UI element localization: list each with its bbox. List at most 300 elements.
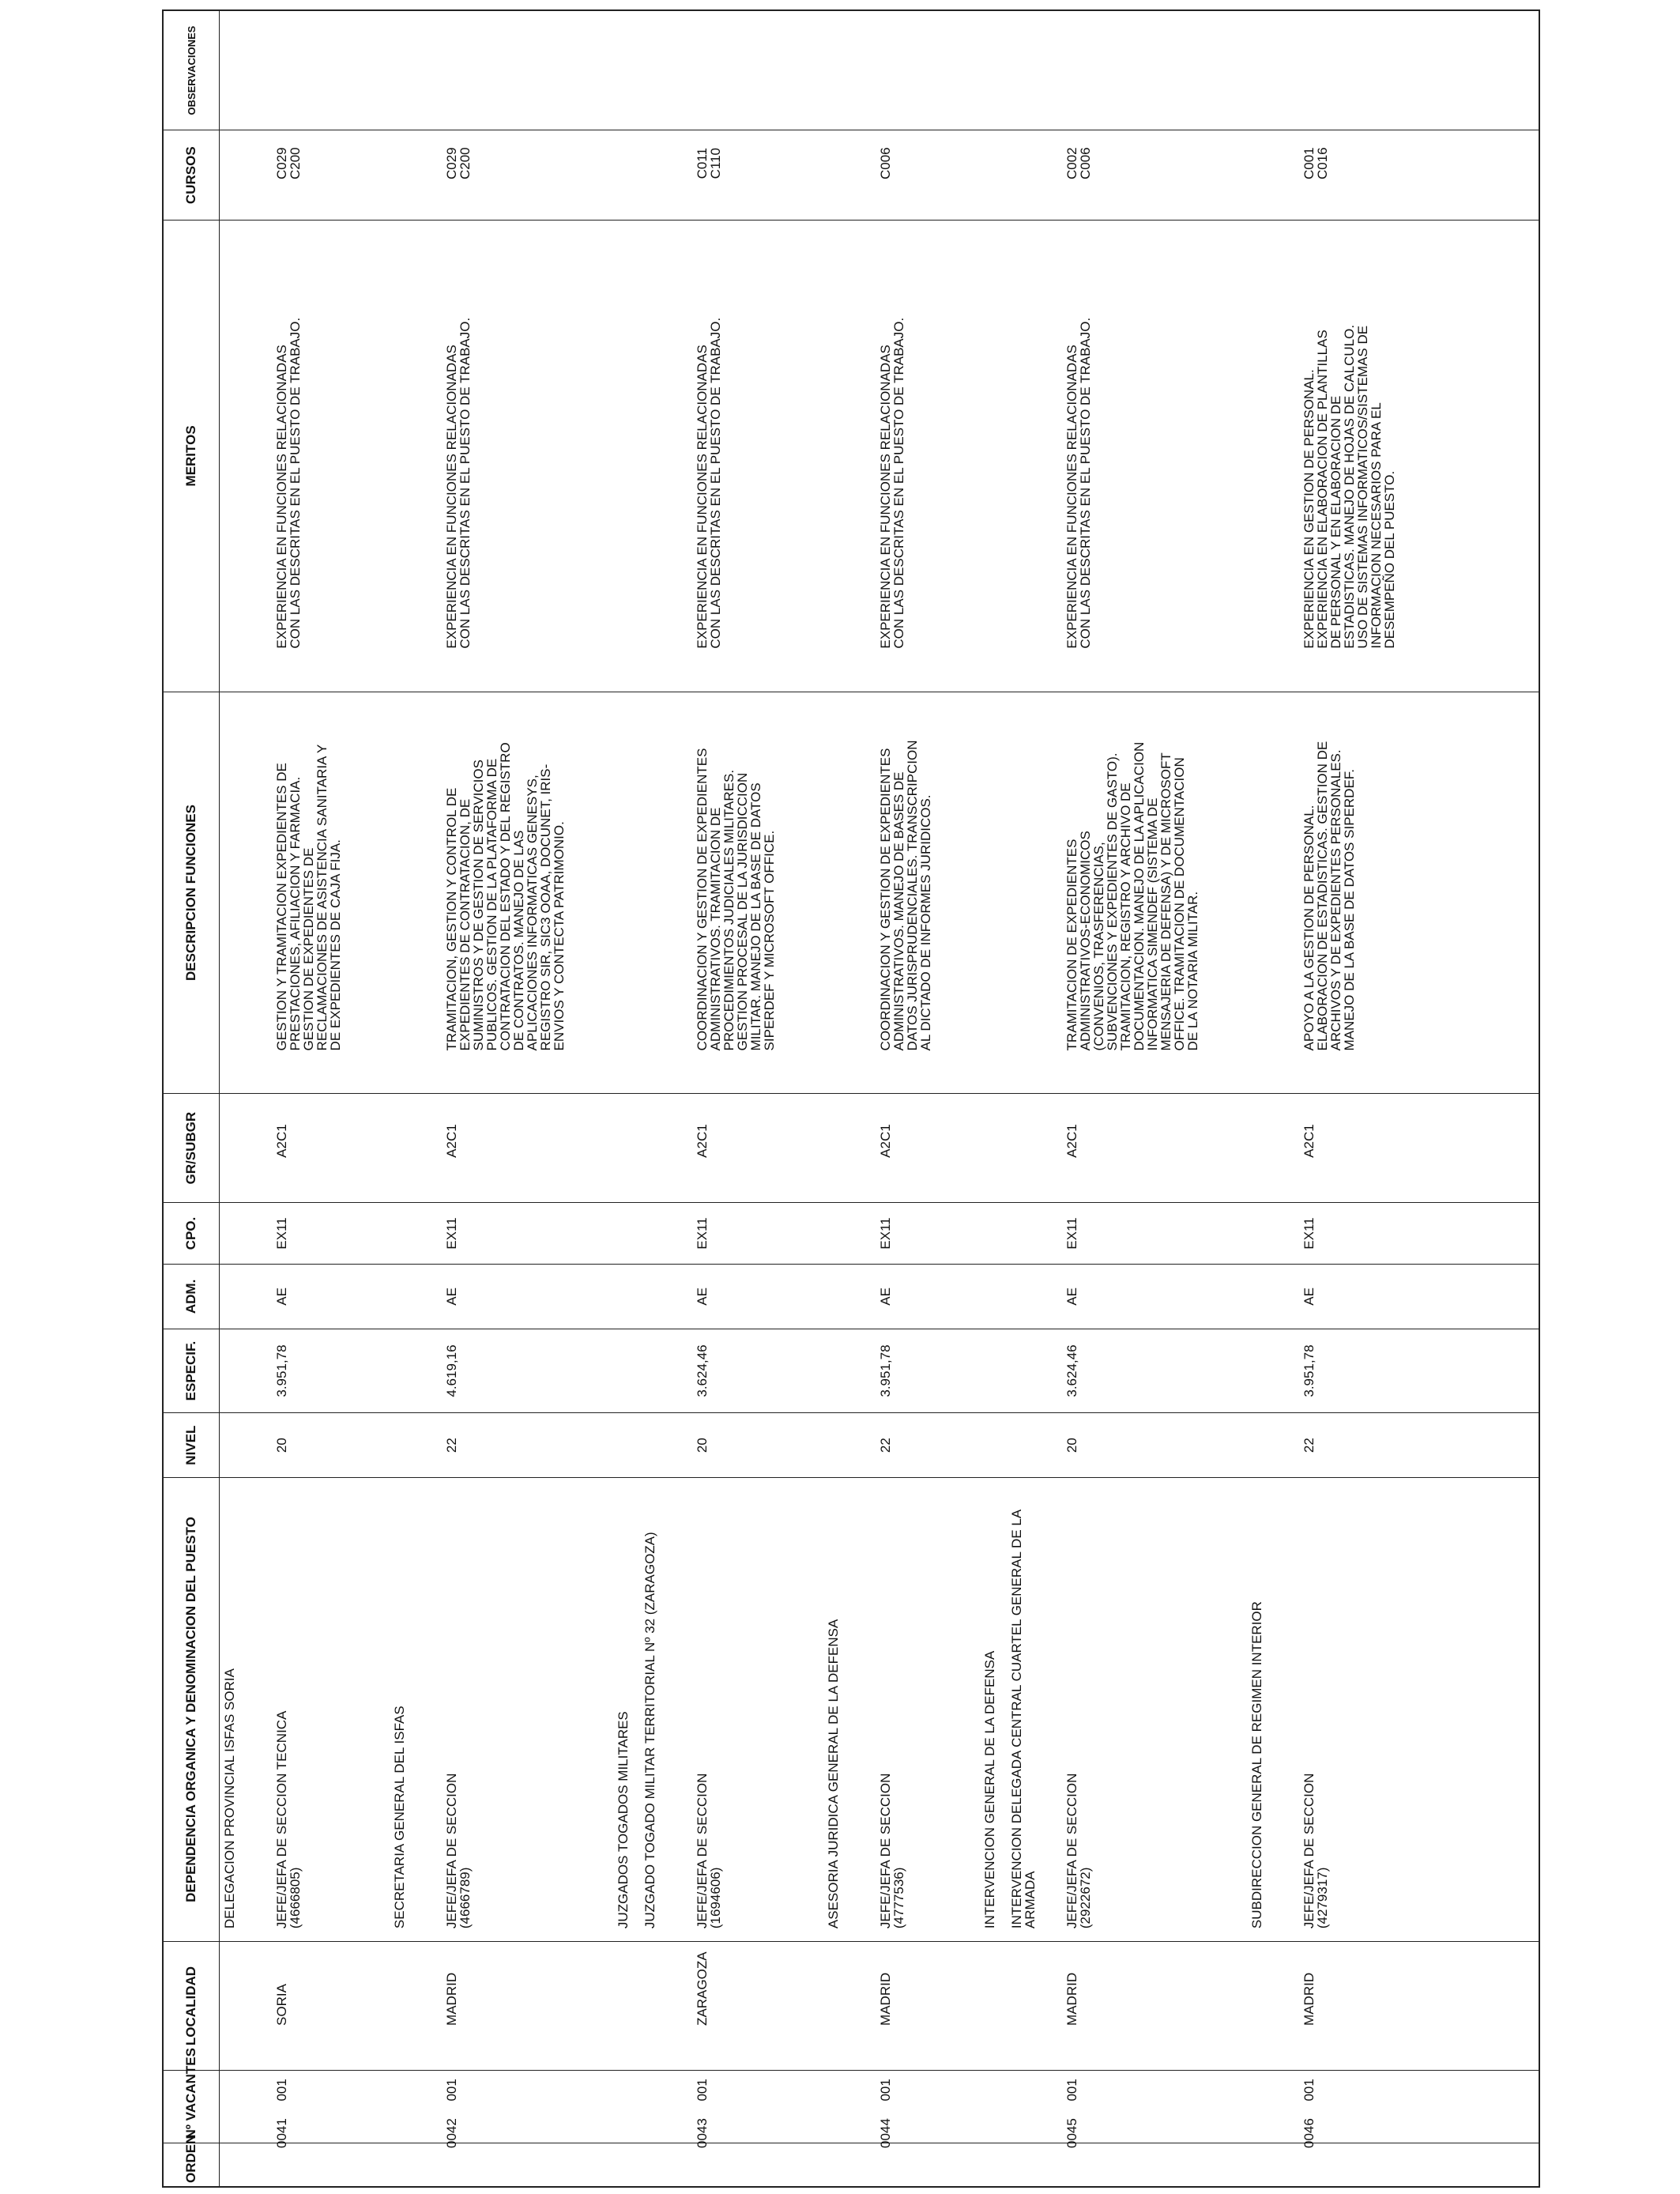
- empty-cell: [220, 1094, 247, 1202]
- localidad-cell: MADRID: [864, 1942, 980, 2071]
- curso-code: C011: [695, 148, 710, 179]
- empty-cell: [1037, 221, 1051, 692]
- empty-cell: [667, 2143, 681, 2187]
- header-observaciones: OBSERVACIONES: [163, 10, 220, 130]
- empty-cell: [247, 1329, 261, 1413]
- dependency-row: [823, 10, 850, 2187]
- empty-cell: [850, 130, 864, 221]
- empty-cell: [1444, 221, 1539, 692]
- empty-cell: [823, 221, 850, 692]
- empty-cell: [1037, 130, 1051, 221]
- empty-cell: [1247, 10, 1274, 130]
- empty-cell: [1444, 2070, 1539, 2143]
- nivel-cell: 22: [431, 1413, 613, 1477]
- header-row: [163, 10, 220, 2187]
- puesto-cell: [1288, 1477, 1444, 1941]
- empty-cell: [980, 1265, 1007, 1329]
- empty-cell: [1007, 1094, 1037, 1202]
- descripcion-cell: COORDINACION Y GESTION DE EXPEDIENTES ADMINISTRATIVOS. TRAMITACION DE PROCEDIMIENTOS JUDICIALES MILITARES. GESTION PROCESAL DE LA JURISDICCION MILITAR. MANEJO DE LA BASE DE DATOS SIPERDEF Y MICROSOFT OFFICE.: [681, 692, 823, 1094]
- spacer-row: [667, 10, 681, 2187]
- empty-cell: [1007, 10, 1037, 130]
- puesto-code: (1694606): [708, 1867, 723, 1929]
- empty-cell: [640, 1413, 667, 1477]
- meritos-cell: EXPERIENCIA EN FUNCIONES RELACIONADAS CON LAS DESCRITAS EN EL PUESTO DE TRABAJO.: [431, 221, 613, 692]
- empty-cell: [1037, 1413, 1051, 1477]
- puesto-cell: [261, 1477, 390, 1941]
- localidad-cell: SORIA: [261, 1942, 390, 2071]
- table-row: [1051, 10, 1247, 2187]
- empty-cell: [247, 1265, 261, 1329]
- empty-cell: [416, 1094, 431, 1202]
- empty-cell: [247, 1413, 261, 1477]
- localidad-cell: MADRID: [431, 1942, 613, 2071]
- empty-cell: [667, 2070, 681, 2143]
- empty-cell: [980, 692, 1007, 1094]
- empty-cell: [220, 130, 247, 221]
- empty-cell: [850, 10, 864, 130]
- empty-cell: [1274, 221, 1288, 692]
- empty-cell: [640, 2070, 667, 2143]
- observaciones-cell: [864, 10, 980, 130]
- empty-cell: [823, 1265, 850, 1329]
- cursos-cell: [431, 130, 613, 221]
- grsubgr-cell: A2C1: [431, 1094, 613, 1202]
- observaciones-cell: [261, 10, 390, 130]
- dependency-label: ASESORIA JURIDICA GENERAL DE LA DEFENSA: [823, 1477, 850, 1941]
- header-grsubgr: GR/SUBGR: [163, 1094, 220, 1202]
- empty-cell: [1274, 1265, 1288, 1329]
- adm-cell: AE: [261, 1265, 390, 1329]
- empty-cell: [1007, 1942, 1037, 2071]
- empty-cell: [1274, 1413, 1288, 1477]
- localidad-cell: MADRID: [1051, 1942, 1247, 2071]
- empty-cell: [1444, 1094, 1539, 1202]
- empty-cell: [613, 1413, 640, 1477]
- empty-cell: [1037, 1094, 1051, 1202]
- empty-cell: [390, 1413, 416, 1477]
- puesto-title: JEFE/JEFA DE SECCION: [1301, 1773, 1317, 1929]
- empty-cell: [416, 1942, 431, 2071]
- empty-cell: [823, 1329, 850, 1413]
- adm-cell: AE: [864, 1265, 980, 1329]
- cursos-cell: [261, 130, 390, 221]
- empty-cell: [980, 1413, 1007, 1477]
- table-row: [261, 10, 390, 2187]
- header-cursos: CURSOS: [163, 130, 220, 221]
- empty-cell: [390, 1265, 416, 1329]
- empty-cell: [850, 2070, 864, 2143]
- curso-code: C001: [1301, 147, 1317, 180]
- empty-cell: [613, 1094, 640, 1202]
- curso-code: C110: [708, 148, 723, 179]
- empty-cell: [1444, 692, 1539, 1094]
- vacantes-cell: 001: [1051, 2070, 1247, 2143]
- adm-cell: AE: [1051, 1265, 1247, 1329]
- table-body: [220, 10, 1540, 2187]
- empty-cell: [247, 10, 261, 130]
- empty-cell: [1007, 2143, 1037, 2187]
- vacantes-cell: 001: [1288, 2070, 1444, 2143]
- empty-cell: [823, 1942, 850, 2071]
- empty-cell: [613, 221, 640, 692]
- header-orden: ORDEN: [163, 2143, 220, 2187]
- curso-code: C029: [274, 147, 289, 180]
- dependency-label: SUBDIRECCION GENERAL DE REGIMEN INTERIOR: [1247, 1477, 1274, 1941]
- empty-cell: [1247, 2070, 1274, 2143]
- meritos-cell: EXPERIENCIA EN FUNCIONES RELACIONADAS CON LAS DESCRITAS EN EL PUESTO DE TRABAJO.: [681, 221, 823, 692]
- localidad-cell: ZARAGOZA: [681, 1942, 823, 2071]
- empty-cell: [613, 2143, 640, 2187]
- header-descripcion: DESCRIPCION FUNCIONES: [163, 692, 220, 1094]
- empty-cell: [390, 1942, 416, 2071]
- vacantes-cell: 001: [681, 2070, 823, 2143]
- empty-cell: [416, 130, 431, 221]
- empty-cell: [823, 2070, 850, 2143]
- empty-cell: [640, 1094, 667, 1202]
- empty-cell: [667, 1942, 681, 2071]
- empty-cell: [1274, 1094, 1288, 1202]
- empty-cell: [980, 1202, 1007, 1264]
- grsubgr-cell: A2C1: [261, 1094, 390, 1202]
- curso-code: C006: [878, 147, 893, 180]
- cursos-cell: [864, 130, 980, 221]
- dependency-row: [640, 10, 667, 2187]
- empty-cell: [390, 221, 416, 692]
- header-localidad: LOCALIDAD: [163, 1942, 220, 2071]
- empty-cell: [980, 1094, 1007, 1202]
- empty-cell: [667, 1477, 681, 1941]
- empty-cell: [1037, 1202, 1051, 1264]
- nivel-cell: 22: [1288, 1413, 1444, 1477]
- header-especif: ESPECIF.: [163, 1329, 220, 1413]
- empty-cell: [1444, 130, 1539, 221]
- empty-cell: [390, 1202, 416, 1264]
- empty-cell: [1037, 2070, 1051, 2143]
- header-nivel: NIVEL: [163, 1413, 220, 1477]
- empty-cell: [640, 221, 667, 692]
- empty-cell: [823, 130, 850, 221]
- empty-cell: [247, 130, 261, 221]
- dependency-label: INTERVENCION GENERAL DE LA DEFENSA: [980, 1477, 1007, 1941]
- empty-cell: [1444, 1413, 1539, 1477]
- empty-cell: [1037, 692, 1051, 1094]
- empty-cell: [220, 1413, 247, 1477]
- dependency-label: JUZGADO TOGADO MILITAR TERRITORIAL Nº 32 (ZARAGOZA): [640, 1477, 667, 1941]
- empty-cell: [416, 1265, 431, 1329]
- vacantes-cell: 001: [864, 2070, 980, 2143]
- spacer-row: [850, 10, 864, 2187]
- observaciones-cell: [681, 10, 823, 130]
- empty-cell: [667, 692, 681, 1094]
- header-cpo: CPO.: [163, 1202, 220, 1264]
- dependency-row: [390, 10, 416, 2187]
- observaciones-cell: [431, 10, 613, 130]
- empty-cell: [1274, 1329, 1288, 1413]
- empty-cell: [390, 10, 416, 130]
- descripcion-cell: TRAMITACION, GESTION Y CONTROL DE EXPEDIENTES DE CONTRATACION, DE SUMINISTROS Y DE GESTION DE SERVICIOS PUBLICOS. GESTION DE LA PLATAFORMA DE CONTRATACION DEL ESTADO Y DEL REGISTRO DE CONTRATOS. MANEJO DE LAS APLICACIONES INFORMATICAS GENESYS, REGISTRO SIR, SIC3 OOAA, DOCUNET, IRIS-ENVIOS Y CONTECTA PATRIMONIO.: [431, 692, 613, 1094]
- cpo-cell: EX11: [1288, 1202, 1444, 1264]
- empty-cell: [640, 1265, 667, 1329]
- vacantes-cell: 001: [431, 2070, 613, 2143]
- cpo-cell: EX11: [431, 1202, 613, 1264]
- orden-cell: 0042: [431, 2143, 613, 2187]
- empty-cell: [416, 1477, 431, 1941]
- table-row: [864, 10, 980, 2187]
- empty-cell: [667, 221, 681, 692]
- cpo-cell: EX11: [261, 1202, 390, 1264]
- empty-cell: [1247, 1202, 1274, 1264]
- descripcion-cell: GESTION Y TRAMITACION EXPEDIENTES DE PRESTACIONES, AFILIACION Y FARMACIA. GESTION DE EXPEDIENTES DE RECLAMACIONES DE ASISTENCIA SANITARIA Y DE EXPEDIENTES DE CAJA FIJA.: [261, 692, 390, 1094]
- empty-cell: [416, 1413, 431, 1477]
- empty-cell: [1444, 1265, 1539, 1329]
- empty-cell: [1274, 130, 1288, 221]
- adm-cell: AE: [681, 1265, 823, 1329]
- empty-cell: [667, 1094, 681, 1202]
- empty-cell: [1274, 2143, 1288, 2187]
- empty-cell: [850, 1942, 864, 2071]
- empty-cell: [640, 130, 667, 221]
- empty-cell: [390, 692, 416, 1094]
- puesto-cell: [431, 1477, 613, 1941]
- curso-code: C016: [1315, 147, 1330, 180]
- empty-cell: [980, 1942, 1007, 2071]
- empty-cell: [1007, 221, 1037, 692]
- empty-cell: [1247, 221, 1274, 692]
- orden-cell: 0044: [864, 2143, 980, 2187]
- empty-cell: [247, 1477, 261, 1941]
- table-row: [681, 10, 823, 2187]
- empty-cell: [980, 221, 1007, 692]
- empty-cell: [640, 1329, 667, 1413]
- dependency-label: DELEGACION PROVINCIAL ISFAS SORIA: [220, 1477, 247, 1941]
- empty-cell: [1247, 1942, 1274, 2071]
- table-row: [1288, 10, 1444, 2187]
- orden-cell: 0043: [681, 2143, 823, 2187]
- spacer-row: [247, 10, 261, 2187]
- empty-cell: [1037, 2143, 1051, 2187]
- cursos-cell: [1288, 130, 1444, 221]
- empty-cell: [640, 1942, 667, 2071]
- empty-cell: [416, 2143, 431, 2187]
- filler-row: [1444, 10, 1539, 2187]
- curso-code: C002: [1064, 147, 1079, 180]
- empty-cell: [416, 10, 431, 130]
- empty-cell: [1444, 1202, 1539, 1264]
- empty-cell: [220, 2070, 247, 2143]
- empty-cell: [1274, 692, 1288, 1094]
- empty-cell: [850, 1413, 864, 1477]
- empty-cell: [823, 1202, 850, 1264]
- nivel-cell: 20: [681, 1413, 823, 1477]
- puesto-code: (4666789): [458, 1867, 473, 1929]
- orden-cell: 0045: [1051, 2143, 1247, 2187]
- meritos-cell: EXPERIENCIA EN FUNCIONES RELACIONADAS CON LAS DESCRITAS EN EL PUESTO DE TRABAJO.: [864, 221, 980, 692]
- puesto-cell: [1051, 1477, 1247, 1941]
- empty-cell: [1274, 2070, 1288, 2143]
- empty-cell: [1007, 692, 1037, 1094]
- empty-cell: [850, 1329, 864, 1413]
- empty-cell: [1007, 1329, 1037, 1413]
- empty-cell: [416, 692, 431, 1094]
- empty-cell: [1247, 130, 1274, 221]
- curso-code: C029: [444, 147, 459, 180]
- empty-cell: [613, 1329, 640, 1413]
- empty-cell: [247, 2070, 261, 2143]
- dependency-row: [1247, 10, 1274, 2187]
- cursos-cell: [1051, 130, 1247, 221]
- empty-cell: [1247, 1265, 1274, 1329]
- spacer-row: [1274, 10, 1288, 2187]
- empty-cell: [1007, 1413, 1037, 1477]
- nivel-cell: 22: [864, 1413, 980, 1477]
- empty-cell: [640, 2143, 667, 2187]
- empty-cell: [980, 1329, 1007, 1413]
- descripcion-cell: TRAMITACION DE EXPEDIENTES ADMINISTRATIVOS-ECONOMICOS (CONVENIOS, TRASFERENCIAS, SUBVENCIONES Y EXPEDIENTES DE GASTO). TRAMITACION, REGISTRO Y ARCHIVO DE DOCUMENTACION. MANEJO DE LA APLICACION INFORMATICA SIMENDEF (SISTEMA DE MENSAJERIA DE DEFENSA) Y DE MICROSOFT OFFICE. TRAMITACION DE DOCUMENTACION DE LA NOTARIA MILITAR.: [1051, 692, 1247, 1094]
- empty-cell: [390, 130, 416, 221]
- cpo-cell: EX11: [864, 1202, 980, 1264]
- meritos-cell: EXPERIENCIA EN FUNCIONES RELACIONADAS CON LAS DESCRITAS EN EL PUESTO DE TRABAJO.: [261, 221, 390, 692]
- empty-cell: [640, 1202, 667, 1264]
- empty-cell: [850, 1265, 864, 1329]
- empty-cell: [1037, 1329, 1051, 1413]
- puesto-code: (4666805): [288, 1867, 303, 1929]
- dependency-row: [980, 10, 1007, 2187]
- empty-cell: [220, 1265, 247, 1329]
- puesto-title: JEFE/JEFA DE SECCION: [444, 1773, 459, 1929]
- empty-cell: [1007, 1265, 1037, 1329]
- empty-cell: [1274, 1477, 1288, 1941]
- puesto-cell: [681, 1477, 823, 1941]
- empty-cell: [1247, 1329, 1274, 1413]
- empty-cell: [1247, 1094, 1274, 1202]
- curso-code: C200: [288, 147, 303, 180]
- dependency-row: [1007, 10, 1037, 2187]
- empty-cell: [247, 1094, 261, 1202]
- empty-cell: [613, 692, 640, 1094]
- orden-cell: 0046: [1288, 2143, 1444, 2187]
- vacancy-table: [162, 9, 1540, 2188]
- empty-cell: [1037, 1942, 1051, 2071]
- especif-cell: 3.624,46: [681, 1329, 823, 1413]
- empty-cell: [1247, 692, 1274, 1094]
- empty-cell: [613, 10, 640, 130]
- empty-cell: [1444, 1942, 1539, 2071]
- grsubgr-cell: A2C1: [864, 1094, 980, 1202]
- empty-cell: [416, 1329, 431, 1413]
- empty-cell: [247, 1202, 261, 1264]
- grsubgr-cell: A2C1: [1051, 1094, 1247, 1202]
- header-dependencia: DEPENDENCIA ORGANICA Y DENOMINACION DEL PUESTO: [163, 1477, 220, 1941]
- dependency-row: [613, 10, 640, 2187]
- empty-cell: [823, 1094, 850, 1202]
- empty-cell: [416, 221, 431, 692]
- empty-cell: [220, 1942, 247, 2071]
- puesto-title: JEFE/JEFA DE SECCION: [695, 1773, 710, 1929]
- descripcion-cell: COORDINACION Y GESTION DE EXPEDIENTES ADMINISTRATIVOS. MANEJO DE BASES DE DATOS JURISPRUDENCIALES. TRANSCRIPCION AL DICTADO DE INFORMES JURIDICOS.: [864, 692, 980, 1094]
- empty-cell: [980, 130, 1007, 221]
- empty-cell: [980, 2070, 1007, 2143]
- spacer-row: [1037, 10, 1051, 2187]
- empty-cell: [390, 2070, 416, 2143]
- empty-cell: [850, 1202, 864, 1264]
- empty-cell: [613, 2070, 640, 2143]
- dependency-label: SECRETARIA GENERAL DEL ISFAS: [390, 1477, 416, 1941]
- empty-cell: [613, 130, 640, 221]
- header-vacantes: Nº VACANTES: [163, 2070, 220, 2143]
- dependency-row: [220, 10, 247, 2187]
- empty-cell: [390, 2143, 416, 2187]
- empty-cell: [640, 10, 667, 130]
- empty-cell: [220, 1329, 247, 1413]
- empty-cell: [1007, 1202, 1037, 1264]
- puesto-code: (4279317): [1315, 1867, 1330, 1929]
- especif-cell: 3.951,78: [1288, 1329, 1444, 1413]
- adm-cell: AE: [431, 1265, 613, 1329]
- nivel-cell: 20: [1051, 1413, 1247, 1477]
- empty-cell: [1274, 1942, 1288, 2071]
- puesto-title: JEFE/JEFA DE SECCION TECNICA: [274, 1710, 289, 1929]
- cursos-cell: [681, 130, 823, 221]
- empty-cell: [247, 221, 261, 692]
- empty-cell: [613, 1942, 640, 2071]
- empty-cell: [220, 1202, 247, 1264]
- empty-cell: [850, 1477, 864, 1941]
- especif-cell: 3.624,46: [1051, 1329, 1247, 1413]
- vacantes-cell: 001: [261, 2070, 390, 2143]
- empty-cell: [1274, 10, 1288, 130]
- empty-cell: [823, 2143, 850, 2187]
- dependency-label: JUZGADOS TOGADOS MILITARES: [613, 1477, 640, 1941]
- empty-cell: [1037, 10, 1051, 130]
- empty-cell: [667, 130, 681, 221]
- empty-cell: [667, 1413, 681, 1477]
- empty-cell: [980, 2143, 1007, 2187]
- descripcion-cell: APOYO A LA GESTION DE PERSONAL. ELABORACION DE ESTADISTICAS. GESTION DE ARCHIVOS Y DE EXPEDIENTES PERSONALES. MANEJO DE LA BASE DE DATOS SIPERDEF.: [1288, 692, 1444, 1094]
- grsubgr-cell: A2C1: [1288, 1094, 1444, 1202]
- empty-cell: [1247, 1413, 1274, 1477]
- empty-cell: [1274, 1202, 1288, 1264]
- meritos-cell: EXPERIENCIA EN FUNCIONES RELACIONADAS CON LAS DESCRITAS EN EL PUESTO DE TRABAJO.: [1051, 221, 1247, 692]
- empty-cell: [1444, 10, 1539, 130]
- cpo-cell: EX11: [1051, 1202, 1247, 1264]
- empty-cell: [1037, 1477, 1051, 1941]
- observaciones-cell: [1288, 10, 1444, 130]
- curso-code: C006: [1078, 147, 1093, 180]
- empty-cell: [390, 1329, 416, 1413]
- empty-cell: [220, 10, 247, 130]
- empty-cell: [390, 1094, 416, 1202]
- especif-cell: 4.619,16: [431, 1329, 613, 1413]
- empty-cell: [220, 221, 247, 692]
- puesto-title: JEFE/JEFA DE SECCION: [1064, 1773, 1079, 1929]
- empty-cell: [667, 1202, 681, 1264]
- empty-cell: [1007, 2070, 1037, 2143]
- empty-cell: [980, 10, 1007, 130]
- grsubgr-cell: A2C1: [681, 1094, 823, 1202]
- empty-cell: [823, 1413, 850, 1477]
- cpo-cell: EX11: [681, 1202, 823, 1264]
- orden-cell: 0041: [261, 2143, 390, 2187]
- empty-cell: [850, 2143, 864, 2187]
- meritos-cell: EXPERIENCIA EN GESTION DE PERSONAL. EXPERIENCIA EN ELABORACION DE PLANTILLAS DE PERSONAL Y EN ELABORACION DE ESTADISTICAS. MANEJO DE HOJAS DE CALCULO. USO DE SISTEMAS INFORMATICOS/SISTEMAS DE INFORMACION NECESARIOS PARA EL DESEMPEÑO DEL PUESTO.: [1288, 221, 1444, 692]
- adm-cell: AE: [1288, 1265, 1444, 1329]
- empty-cell: [613, 1202, 640, 1264]
- empty-cell: [220, 2143, 247, 2187]
- table-row: [431, 10, 613, 2187]
- empty-cell: [1007, 130, 1037, 221]
- nivel-cell: 20: [261, 1413, 390, 1477]
- rotated-page: [162, 9, 1509, 2188]
